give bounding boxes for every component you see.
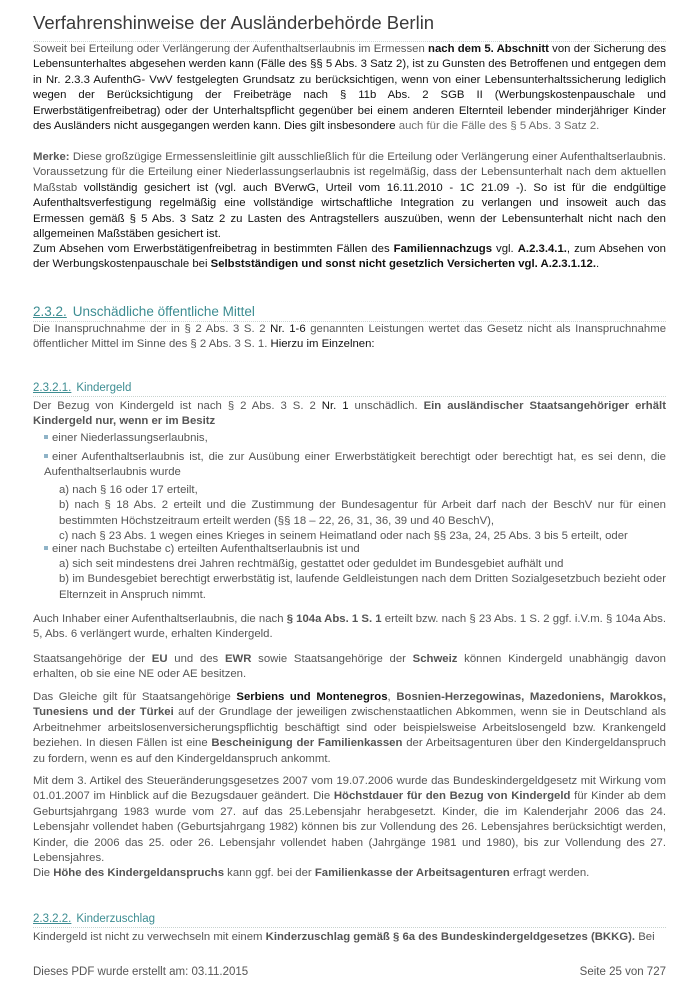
p3-text-f: Selbstständigen und sonst nicht gesetzlich Versicherten vgl. A.2.3.1.12.: [210, 258, 597, 271]
inhaber-a: Auch Inhaber einer Aufenthaltserlaubnis, die nach: [33, 613, 287, 625]
list-item: [44, 542, 666, 557]
st-b: Höchstdauer für den Bezug von Kindergeld: [333, 790, 571, 803]
merke-label: Merke:: [33, 151, 70, 163]
gl-b: Serbiens und Montenegros: [236, 691, 388, 703]
sub-item: a) sich seit mindestens drei Jahren rechtmäßig, gestattet oder geduldet im Bundesgebiet aufhält und: [59, 558, 564, 570]
eu-e: sowie Staatsangehörige der: [251, 653, 413, 665]
h-e: erfragt werden.: [509, 867, 590, 879]
p3-text-g: .: [596, 258, 600, 271]
inhaber-b: § 104a Abs. 1 S. 1: [286, 613, 382, 625]
paragraph-inhaber: [33, 612, 666, 643]
kg-intro-d: Ein ausländischer Staatsangehöriger erhält Kindergeld nur, wenn er im Besitz: [33, 400, 666, 428]
bullet-text: einer Aufenthaltserlaubnis ist, die zur Ausübung einer Erwerbstätigkeit berechtigt oder berechtigt hat, es sei denn, die Aufenthaltserlaubnis wurde: [44, 451, 666, 479]
paragraph-kindergeld-intro: [33, 399, 666, 430]
eu-d: EWR: [224, 653, 252, 665]
p3-text-c: vgl.: [492, 243, 518, 255]
p1-text-c: von der Sicherung des Lebensunterhaltes abgesehen werden kann (Fälle des §§ 5 Abs. 3 Satz 2), ist zu Gunsten des Betroffenen und entgegen dem in Nr. 2.3.3 AufenthG- VwV festgelegten Grundsatz zu berücksichtigen, wenn von einer Lebensunterhaltssicherung lediglich wegen der Berücksichtigung der Freibeträge nach § 11b Abs. 2 SGB II (Werbungskostenpauschale und Erwerbstätigenfreibetrag) oder der Unterhaltspflicht gegenüber bei einem anderen Elternteil lebender minderjähriger Kinder des Ausländers nicht ausgegangen werden kann. Dies gilt insbesondere: [33, 43, 666, 133]
gl-e: auf der Grundlage der jeweiligen zwischenstaatlichen Abkommen, wenn sie in Deutschland als Arbeitnehmer arbeitslosenversicherungspflichtig beschäftigt sind oder beispielsweise Arbeitslosengeld bzw. Krankengeld beziehen. In diesen Fällen ist eine: [33, 706, 666, 750]
subsection-title: Kinderzuschlag: [76, 913, 156, 925]
p3-text-e: , zum Absehen von der Werbungskostenpauschale bei: [33, 243, 666, 271]
gl-c: ,: [387, 691, 397, 703]
section-title: Unschädliche öffentliche Mittel: [72, 304, 255, 319]
st-c: für Kinder ab dem Geburtsjahrgang 1983 wurde vom 27. auf das 25.Lebensjahr herabgesetzt. Kinder, die im Kalenderjahr 2006 das 24. Lebensjahr vollendet haben (Geburtsjahrgang 1982) können bis zur Vollendung des 26. Lebensjahres berücksichtigt werden, Kinder, die 2006 das 25. oder 26. Lebensjahr vollendet haben (Jahrgänge 1981 und 1980), bis zur Vollendung des 27. Lebensjahres.: [33, 790, 666, 865]
subsection-title: Kindergeld: [76, 382, 132, 394]
gl-g: der Arbeitsagenturen über den Kindergeldanspruch zu fordern, wenn es auf den Kindergeldanspruch ankommt.: [33, 737, 666, 765]
kg-intro-b: Nr. 1: [321, 400, 349, 412]
gl-d: Bosnien-Herzegowinas, Mazedoniens, Marokkos, Tunesiens und der Türkei: [33, 691, 667, 719]
p1-text-a: Soweit bei Erteilung oder Verlängerung der Aufenthaltserlaubnis im Ermessen: [33, 43, 429, 55]
paragraph-steueraenderung: [33, 774, 666, 866]
eu-g: können Kindergeld unabhängig davon erhalten, ob sie eine NE oder AE besitzen.: [33, 653, 666, 681]
sub-item: b) nach § 18 Abs. 2 erteilt und die Zustimmung der Bundesagentur für Arbeit darf nach der BeschV nur für einen bestimmten Höchstzeitraum erteilt werden (§§ 18 – 22, 26, 31, 36, 39 und 40 BeschV),: [59, 499, 666, 527]
s232-text-c: genannten Leistungen wertet das Gesetz nicht als Inanspruchnahme öffentlicher Mittel im Sinne des § 2 Abs. 3 S. 1.: [33, 323, 666, 351]
s232-text-b: Nr. 1-6: [270, 323, 306, 335]
p3-text-b: Familiennachzugs: [393, 243, 493, 255]
eu-f: Schweiz: [412, 653, 458, 665]
sub-item: a) nach § 16 oder 17 erteilt,: [59, 484, 198, 496]
inhaber-c: erteilt bzw. nach § 23 Abs. 1 S. 2 ggf. i.V.m. § 104a Abs. 5, Abs. 6 verlängert wurde, erhalten Kindergeld.: [33, 613, 666, 641]
paragraph-hoehe: [33, 866, 666, 881]
sub-item: c) nach § 23 Abs. 1 wegen eines Krieges in seinem Heimatland oder nach §§ 23a, 24, 25 Abs. 3 bis 5 erteilt, oder: [59, 530, 628, 543]
kz-c: Bei: [635, 931, 655, 943]
bullet-text: einer Niederlassungserlaubnis,: [52, 432, 208, 444]
kg-intro-a: Der Bezug von Kindergeld ist nach § 2 Abs. 3 S. 2: [33, 400, 322, 412]
list-item: [44, 431, 666, 446]
kz-a: Kindergeld ist nicht zu verwechseln mit einem: [33, 931, 266, 943]
subsection-number[interactable]: 2.3.2.2.: [33, 913, 72, 925]
footer-page-number: Seite 25 von 727: [579, 966, 666, 978]
s232-text-a: Die Inanspruchnahme der in § 2 Abs. 3 S. 2: [33, 323, 271, 335]
p2-text-b: vollständig gesichert ist (vgl. auch BVerwG, Urteil vom 16.11.2010 - 1C 21.09 -). So ist für die endgültige Aufenthaltsverfestigung regelmäßig eine vollständige wirtschaftliche Integration zu verlangen und insoweit auch das Ermessen gemäß § 5 Abs. 3 Satz 2 zu Lasten des Antragstellers auszuüben, wenn der Lebensunterhalt nicht nach den allgemeinen Maßstäben gesichert ist.: [33, 181, 666, 241]
h-c: kann ggf. bei der: [224, 867, 315, 879]
sub-list: [59, 483, 666, 545]
eu-c: und des: [167, 653, 225, 665]
kg-intro-c: unschädlich.: [348, 400, 424, 412]
p2-text-a: Diese großzügige Ermessensleitlinie gilt ausschließlich für die Erteilung oder Verlängerung einer Aufenthaltserlaubnis. Voraussetzung für die Erteilung einer Niederlassungserlaubnis ist regelmäßig, dass der Lebensunterhalt nach dem aktuellen Maßstab: [33, 151, 666, 194]
h-b: Höhe des Kindergeldanspruchs: [53, 867, 225, 879]
s232-text-d: Hierzu im Einzelnen:: [270, 338, 375, 351]
bullet-icon: [44, 454, 48, 458]
sub-item: b) im Bundesgebiet berechtigt erwerbstätig ist, laufende Geldleistungen nach dem Dritten Sozialgesetzbuch bezieht oder Elternzeit in Anspruch nimmt.: [59, 573, 666, 601]
eu-a: Staatsangehörige der: [33, 653, 152, 665]
bullet-text: einer nach Buchstabe c) erteilten Aufenthaltserlaubnis ist und: [52, 543, 360, 555]
list-item: [44, 450, 666, 481]
footer-created-date: Dieses PDF wurde erstellt am: 03.11.2015: [33, 966, 249, 978]
sub-list: [59, 557, 666, 603]
gl-a: Das Gleiche gilt für Staatsangehörige: [33, 691, 237, 703]
section-heading-2-3-2: [33, 304, 666, 322]
paragraph-kinderzuschlag: [33, 930, 666, 945]
h-a: Die: [33, 867, 54, 879]
kz-b: Kinderzuschlag gemäß § 6a des Bundeskindergeldgesetzes (BKKG).: [265, 931, 636, 943]
section-heading-2-3-2-1: [33, 382, 666, 397]
paragraph-erwerbstaetigenfreibetrag: [33, 242, 666, 273]
gl-f: Bescheinigung der Familienkassen: [211, 737, 403, 750]
bullet-icon: [44, 546, 48, 550]
st-a: Mit dem 3. Artikel des Steueränderungsgesetzes 2007 vom 19.07.2006 wurde das Bundeskindergeldgesetz mit Wirkung vom 01.01.2007 im Hinblick auf die Bezugsdauer geändert. Die: [33, 775, 666, 803]
paragraph-ermessen: [33, 42, 666, 134]
p1-text-b: nach dem 5. Abschnitt: [428, 43, 549, 55]
paragraph-eu: [33, 652, 666, 683]
p3-text-d: A.2.3.4.1.: [517, 243, 567, 255]
h-d: Familienkasse der Arbeitsagenturen: [314, 867, 510, 879]
paragraph-inanspruchnahme: [33, 322, 666, 353]
eu-b: EU: [151, 653, 168, 665]
subsection-number[interactable]: 2.3.2.1.: [33, 382, 72, 394]
p1-text-d: auch für die Fälle des § 5 Abs. 3 Satz 2.: [398, 120, 600, 133]
page-title: Verfahrenshinweise der Ausländerbehörde Berlin: [33, 12, 666, 42]
bullet-icon: [44, 435, 48, 439]
p3-text-a: Zum Absehen vom Erwerbstätigenfreibetrag in bestimmten Fällen des: [33, 243, 394, 255]
section-number[interactable]: 2.3.2.: [33, 304, 67, 319]
paragraph-abkommen: [33, 690, 666, 767]
section-heading-2-3-2-2: [33, 913, 666, 928]
paragraph-merke: [33, 150, 666, 242]
